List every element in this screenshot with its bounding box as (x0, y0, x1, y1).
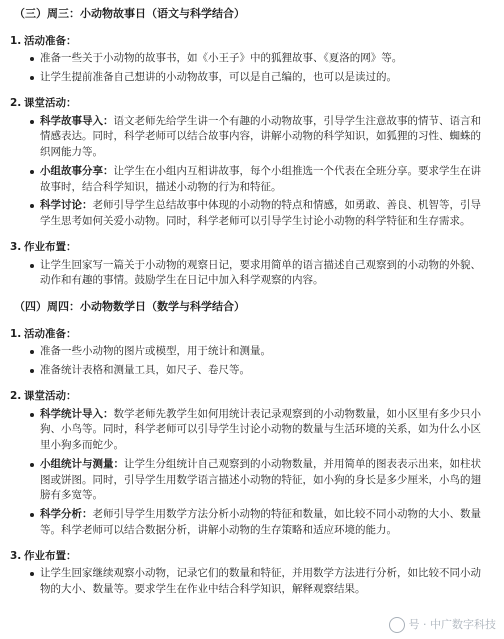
subsection (10, 389, 490, 539)
item-text: 让学生回家写一篇关于小动物的观察日记，要求用简单的语言描述自己观察到的小动物的外貌、动作和有趣的事情。鼓励学生在日记中加入科学观察的内容。 (40, 258, 481, 287)
item-text: 准备一些小动物的图片或模型，用于统计和测量。 (40, 345, 271, 358)
subsection (10, 34, 490, 86)
subsection-heading (10, 549, 490, 565)
subsection-label: 作业布置： (24, 240, 77, 253)
subsection-heading (10, 389, 490, 405)
list-item (30, 344, 490, 360)
item-text: 老师引导学生总结故事中体现的小动物的特点和情感，如勇敢、善良、机智等，引导学生思考如何关爱小动物。同时，科学老师可以引导学生讨论小动物的科学特征和生存需求。 (40, 199, 481, 227)
section-title: （三）周三：小动物故事日（语文与科学结合） (14, 7, 245, 20)
item-text: 老师引导学生用数学方法分析小动物的特征和数量，如比较不同小动物的大小、数量等。科学老师可以结合数据分析，讲解小动物的生存策略和适应环境的能力。 (40, 508, 481, 536)
section-title: （四）周四：小动物数学日（数学与科学结合） (14, 300, 245, 313)
list-item (30, 457, 490, 504)
list-item (30, 198, 490, 230)
subsection-heading (10, 327, 490, 343)
subsection-number: 2. (10, 96, 22, 109)
bullet-icon (30, 57, 34, 61)
bullet-list (10, 407, 490, 539)
subsection-number: 2. (10, 389, 22, 402)
list-item (30, 407, 490, 454)
watermark-text: 号 · 中广数字科技 (408, 617, 496, 631)
subsection (10, 549, 490, 598)
list-item (30, 70, 490, 86)
section-2 (10, 299, 490, 598)
subsection (10, 240, 490, 289)
item-text: 准备统计表格和测量工具，如尺子、卷尺等。 (40, 364, 250, 376)
bullet-icon (30, 513, 34, 517)
list-item (30, 258, 490, 290)
bullet-icon (30, 413, 34, 417)
item-lead: 科学讨论： (40, 199, 93, 212)
bullet-icon (30, 350, 34, 354)
watermark (389, 617, 497, 634)
subsection-number: 3. (10, 549, 22, 562)
bullet-icon (30, 204, 34, 208)
subsection-number: 3. (10, 240, 22, 253)
subsection-heading (10, 96, 490, 112)
item-text: 让学生提前准备自己想讲的小动物故事，可以是自己编的，也可以是读过的。 (40, 71, 397, 83)
bullet-icon (30, 120, 34, 124)
bullet-list (10, 566, 490, 598)
list-item (30, 51, 490, 67)
list-item (30, 566, 490, 598)
subsection-number: 1. (10, 327, 22, 340)
subsection-heading (10, 34, 490, 50)
subsection-number: 1. (10, 34, 22, 47)
bullet-icon (30, 76, 34, 80)
subsection (10, 327, 490, 379)
bullet-list (10, 114, 490, 230)
bullet-list (10, 344, 490, 379)
item-lead: 科学故事导入： (40, 114, 114, 127)
item-lead: 科学统计导入： (40, 407, 114, 420)
subsection (10, 96, 490, 230)
subsection-label: 活动准备： (24, 327, 77, 340)
item-text: 准备一些关于小动物的故事书，如《小王子》中的狐狸故事、《夏洛的网》等。 (40, 52, 403, 65)
subsection-label: 活动准备： (24, 34, 77, 47)
item-text: 让学生在小组内互相讲故事，每个小组推选一个代表在全班分享。要求学生在讲故事时，结合科学知识，描述小动物的行为和特征。 (40, 164, 481, 193)
document-content (10, 6, 490, 598)
item-lead: 小组故事分享： (40, 164, 114, 177)
subsection-label: 课堂活动： (24, 96, 77, 109)
list-item (30, 114, 490, 161)
item-text: 让学生回家继续观察小动物，记录它们的数量和特征，并用数学方法进行分析，如比较不同小动物的大小、数量等。要求学生在作业中结合科学知识，解释观察结果。 (40, 567, 481, 595)
bullet-list (10, 51, 490, 86)
item-lead: 小组统计与测量： (40, 457, 124, 470)
bullet-icon (30, 170, 34, 174)
subsection-label: 作业布置： (24, 549, 77, 562)
bullet-icon (30, 463, 34, 467)
list-item (30, 363, 490, 379)
item-text: 数学老师先教学生如何用统计表记录观察到的小动物数量，如小区里有多少只小狗、小鸟等。同时，科学老师可以引导学生讨论小动物的数量与生活环境的关系，如为什么小区里小狗多而蛇少。 (40, 407, 481, 451)
bullet-icon (30, 264, 34, 268)
item-text: 让学生分组统计自己观察到的小动物数量，并用简单的图表表示出来，如柱状图或饼图。同时，引导学生用数学语言描述小动物的特征，如小狗的身长是多少厘米，小鸟的翅膀有多宽等。 (40, 457, 481, 502)
item-lead: 科学分析： (40, 508, 93, 520)
list-item (30, 164, 490, 196)
bullet-icon (30, 369, 34, 373)
section-1 (10, 6, 490, 289)
bullet-icon (30, 572, 34, 576)
watermark-icon (389, 617, 405, 633)
list-item (30, 507, 490, 539)
bullet-list (10, 258, 490, 290)
item-text: 语文老师先给学生讲一个有趣的小动物故事，引导学生注意故事的情节、语言和情感表达。同时，科学老师可以结合故事内容，讲解小动物的科学知识，如狐狸的习性、蜘蛛的织网能力等。 (40, 114, 481, 158)
subsection-label: 课堂活动： (24, 389, 77, 402)
subsection-heading (10, 240, 490, 256)
